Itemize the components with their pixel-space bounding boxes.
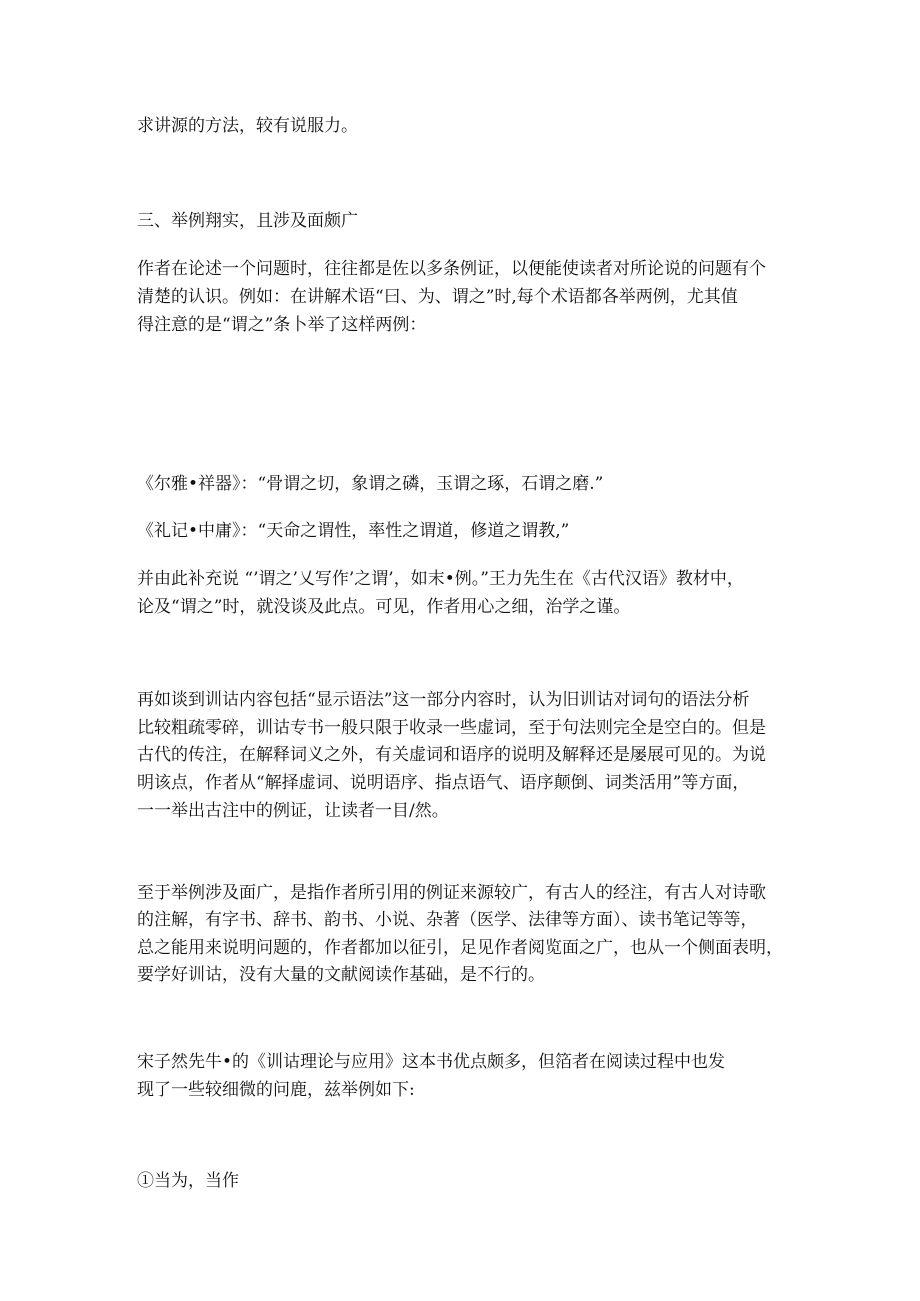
paragraph-line: 再如谈到训诂内容包括“显示语法”这一部分内容时，认为旧训诂对词句的语法分析 bbox=[137, 690, 750, 710]
list-item: ①当为，当作 bbox=[137, 1171, 239, 1191]
paragraph-line: 至于举例涉及面广，是指作者所引用的例证来源较广，有古人的经注，有古人对诗歌 bbox=[137, 883, 766, 903]
paragraph-line: 古代的传注，在解释词义之外，有关虚词和语序的说明及解释还是屡展可见的。为说 bbox=[137, 745, 766, 765]
paragraph-line: 作者在论述一个问题时，往往都是佐以多条例证，以便能使读者对所论说的问题有个 bbox=[137, 259, 766, 279]
paragraph-line: 现了一些较细微的问鹿，兹举例如下: bbox=[137, 1080, 415, 1100]
paragraph-line: 的注解，有字书、辞书、韵书、小说、杂著（医学、法律等方面）、读书笔记等等， bbox=[137, 910, 758, 930]
paragraph-line: 并由此补充说 “’谓之’乂写作’之谓’，如末•例。”王力先生在《古代汉语》教材中， bbox=[137, 569, 744, 589]
paragraph-line: 清楚的认识。例如：在讲解术语“曰、为、谓之”时,每个术语都各举两例，尤其值 bbox=[137, 287, 738, 307]
paragraph-line: 总之能用来说明问题的，作者都加以征引，足见作者阅览面之广，也从一个侧面表明， bbox=[137, 938, 783, 958]
paragraph-line: 明该点，作者从“解择虚词、说明语序、指点语气、语序颠倒、词类活用”等方面， bbox=[137, 773, 750, 793]
paragraph-line: 要学好训诂，没有大量的文献阅读作基础，是不行的。 bbox=[137, 965, 545, 985]
quotation-line: 《礼记•中庸》：“天命之谓性，率性之谓道，修道之谓教,” bbox=[137, 521, 570, 541]
section-heading: 三、举例翔实，且涉及面颇广 bbox=[137, 211, 358, 231]
quotation-line: 《尔雅•祥器》：“骨谓之切，象谓之磷，玉谓之琢，石谓之磨.” bbox=[137, 474, 604, 494]
paragraph-line: 一一举出古注中的例证，让读者一目/然。 bbox=[137, 801, 449, 821]
paragraph-line: 宋子然先牛•的《训诂理论与应用》这本书优点颇多，但箔者在阅读过程中也发 bbox=[137, 1052, 726, 1072]
paragraph-line: 求讲源的方法，较有说服力。 bbox=[137, 116, 358, 136]
paragraph-line: 论及“谓之”时，就没谈及此点。可见，作者用心之细，治学之谨。 bbox=[137, 597, 631, 617]
paragraph-line: 得注意的是“谓之”条卜举了这样两例： bbox=[137, 315, 427, 335]
paragraph-line: 比较粗疏零碎，训诂专书一般只限于收录一些虚词，至于句法则完全是空白的。但是 bbox=[137, 718, 766, 738]
